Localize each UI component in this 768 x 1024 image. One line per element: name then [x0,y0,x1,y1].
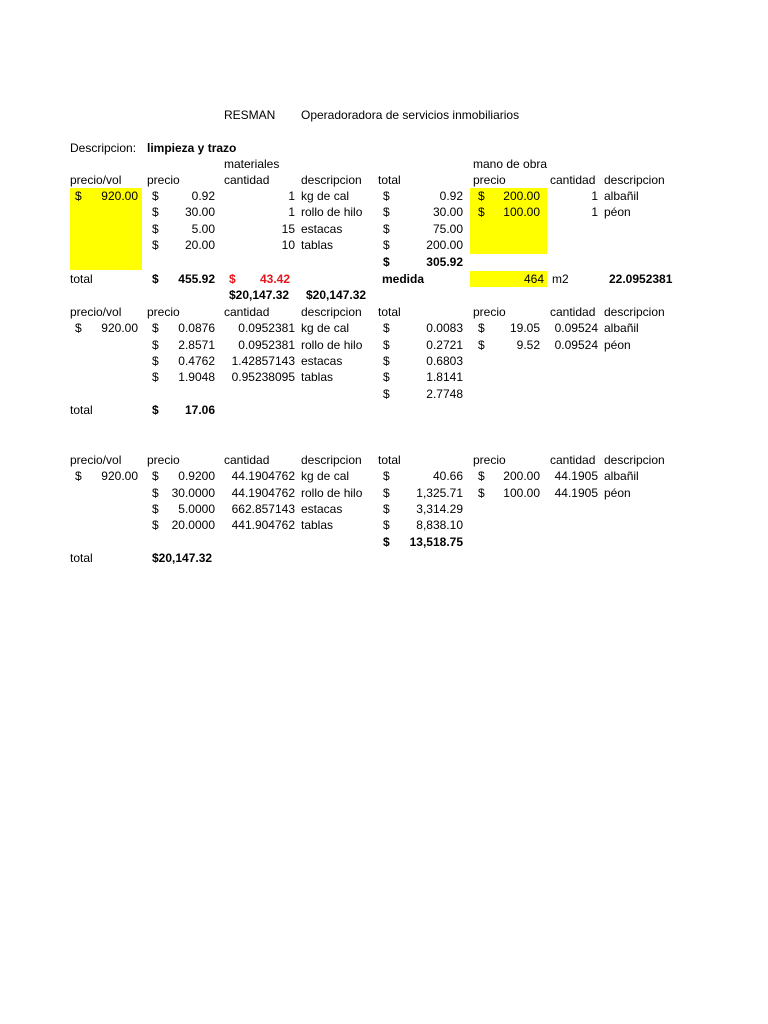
row-total: 40.66 [432,469,463,483]
dollar-sign: $ [152,518,159,532]
labor-cantidad: 0.09524 [554,321,598,335]
row-cantidad: 15 [281,222,295,236]
dollar-sign: $ [152,469,159,483]
labor-descripcion: péon [604,205,631,219]
dollar-sign: $ [152,486,159,500]
labor-descripcion: albañil [604,321,639,335]
total-value: 455.92 [178,272,215,286]
subtotal-b: $20,147.32 [306,288,367,302]
dollar-sign: $ [229,272,236,286]
dollar-sign: $ [75,321,82,335]
descripcion-value: limpieza y trazo [147,141,237,155]
dollar-sign: $ [383,535,390,549]
subtotal-a: $20,147.32 [229,288,290,302]
header-descripcion: descripcion [301,453,362,467]
total-label: total [70,272,93,286]
header-descripcion: descripcion [301,305,362,319]
dollar-sign: $ [383,518,390,532]
labor-descripcion: péon [604,486,631,500]
dollar-sign: $ [152,272,159,286]
dollar-sign: $ [75,469,82,483]
header-labor-precio: precio [473,173,506,187]
company-name: RESMAN [224,108,276,122]
row-precio: 20.00 [184,238,215,252]
total-value: 17.06 [184,403,215,417]
header-labor-precio: precio [473,305,506,319]
labor-cantidad: 44.1905 [554,486,598,500]
row-cantidad: 10 [281,238,295,252]
preciovol-value: 920.00 [101,321,138,335]
total-label: total [70,551,93,565]
row-cantidad: 1 [288,189,295,203]
row-precio: 30.00 [184,205,215,219]
row-precio: 0.0876 [178,321,215,335]
dollar-sign: $ [152,321,159,335]
labor-precio: 9.52 [516,338,540,352]
header-labor-descripcion: descripcion [604,453,665,467]
labor-descripcion: albañil [604,189,639,203]
header-precio: precio [147,305,180,319]
row-descripcion: rollo de hilo [301,486,363,500]
row-precio: 5.00 [191,222,215,236]
preciovol-value: 920.00 [101,189,138,203]
labor-cantidad: 1 [591,205,598,219]
dollar-sign: $ [383,205,390,219]
row-descripcion: tablas [301,370,334,384]
header-cantidad: cantidad [224,305,270,319]
header-descripcion: descripcion [301,173,362,187]
labor-precio: 100.00 [503,486,540,500]
preciovol-value: 920.00 [101,469,138,483]
row-descripcion: tablas [301,238,334,252]
row-descripcion: rollo de hilo [301,338,363,352]
materials-sum: 305.92 [426,255,463,269]
row-descripcion: kg de cal [301,189,350,203]
labor-precio: 19.05 [509,321,540,335]
row-descripcion: estacas [301,502,343,516]
header-preciovol: precio/vol [70,453,122,467]
labor-precio: 200.00 [503,189,540,203]
dollar-sign: $ [383,502,390,516]
materiales-title: materiales [224,157,280,171]
labor-descripcion: péon [604,338,631,352]
header-total: total [378,453,401,467]
labor-descripcion: albañil [604,469,639,483]
total-red-value: 43.42 [259,272,290,286]
header-cantidad: cantidad [224,453,270,467]
dollar-sign: $ [478,205,485,219]
header-labor-precio: precio [473,453,506,467]
row-cantidad: 0.95238095 [231,370,295,384]
header-precio: precio [147,173,180,187]
dollar-sign: $ [383,189,390,203]
row-precio: 1.9048 [178,370,215,384]
total-value: $20,147.32 [152,551,213,565]
row-cantidad: 441.904762 [231,518,295,532]
dollar-sign: $ [383,469,390,483]
row-descripcion: kg de cal [301,321,350,335]
dollar-sign: $ [383,387,390,401]
labor-cantidad: 44.1905 [554,469,598,483]
row-total: 0.2721 [426,338,463,352]
row-descripcion: estacas [301,354,343,368]
row-precio: 30.0000 [171,486,215,500]
row-precio: 2.8571 [178,338,215,352]
row-descripcion: kg de cal [301,469,350,483]
dollar-sign: $ [383,321,390,335]
row-descripcion: tablas [301,518,334,532]
dollar-sign: $ [383,354,390,368]
dollar-sign: $ [152,354,159,368]
dollar-sign: $ [152,370,159,384]
dollar-sign: $ [478,469,485,483]
labor-precio: 100.00 [503,205,540,219]
header-precio: precio [147,453,180,467]
row-total: 75.00 [432,222,463,236]
dollar-sign: $ [383,486,390,500]
row-precio: 0.9200 [178,469,215,483]
medida-value: 464 [523,272,544,286]
descripcion-label: Descripcion: [70,141,137,155]
dollar-sign: $ [478,486,485,500]
materials-sum: 13,518.75 [409,535,463,549]
dollar-sign: $ [152,502,159,516]
mano-de-obra-title: mano de obra [473,157,548,171]
row-descripcion: estacas [301,222,343,236]
row-cantidad: 44.1904762 [231,486,295,500]
labor-cantidad: 0.09524 [554,338,598,352]
labor-precio: 200.00 [503,469,540,483]
row-total: 0.6803 [426,354,463,368]
header-labor-descripcion: descripcion [604,305,665,319]
dollar-sign: $ [383,338,390,352]
dollar-sign: $ [75,189,82,203]
materials-sum: 2.7748 [426,387,463,401]
dollar-sign: $ [152,338,159,352]
dollar-sign: $ [152,238,159,252]
medida-unit: m2 [552,272,569,286]
dollar-sign: $ [478,338,485,352]
dollar-sign: $ [383,255,390,269]
labor-cantidad: 1 [591,189,598,203]
row-cantidad: 662.857143 [231,502,295,516]
row-total: 1.8141 [426,370,463,384]
header-total: total [378,173,401,187]
header-cantidad: cantidad [224,173,270,187]
dollar-sign: $ [152,403,159,417]
row-descripcion: rollo de hilo [301,205,363,219]
row-precio: 20.0000 [171,518,215,532]
dollar-sign: $ [478,189,485,203]
row-total: 200.00 [426,238,463,252]
row-cantidad: 44.1904762 [231,469,295,483]
header-labor-cantidad: cantidad [550,173,596,187]
dollar-sign: $ [152,222,159,236]
row-precio: 5.0000 [178,502,215,516]
dollar-sign: $ [478,321,485,335]
medida-label: medida [382,272,425,286]
dollar-sign: $ [152,205,159,219]
dollar-sign: $ [383,222,390,236]
row-total: 3,314.29 [416,502,463,516]
row-total: 0.0083 [426,321,463,335]
row-cantidad: 0.0952381 [238,321,295,335]
header-labor-cantidad: cantidad [550,453,596,467]
row-total: 0.92 [439,189,463,203]
header-labor-cantidad: cantidad [550,305,596,319]
row-precio: 0.92 [191,189,215,203]
row-cantidad: 1 [288,205,295,219]
header-preciovol: precio/vol [70,173,122,187]
row-total: 8,838.10 [416,518,463,532]
medida-factor: 22.0952381 [609,272,673,286]
header-labor-descripcion: descripcion [604,173,665,187]
dollar-sign: $ [383,370,390,384]
row-total: 1,325.71 [416,486,463,500]
total-label: total [70,403,93,417]
row-cantidad: 0.0952381 [238,338,295,352]
header-total: total [378,305,401,319]
row-cantidad: 1.42857143 [231,354,295,368]
header-preciovol: precio/vol [70,305,122,319]
dollar-sign: $ [152,189,159,203]
row-precio: 0.4762 [178,354,215,368]
dollar-sign: $ [383,238,390,252]
company-subtitle: Operadoradora de servicios inmobiliarios [301,108,520,122]
row-total: 30.00 [432,205,463,219]
